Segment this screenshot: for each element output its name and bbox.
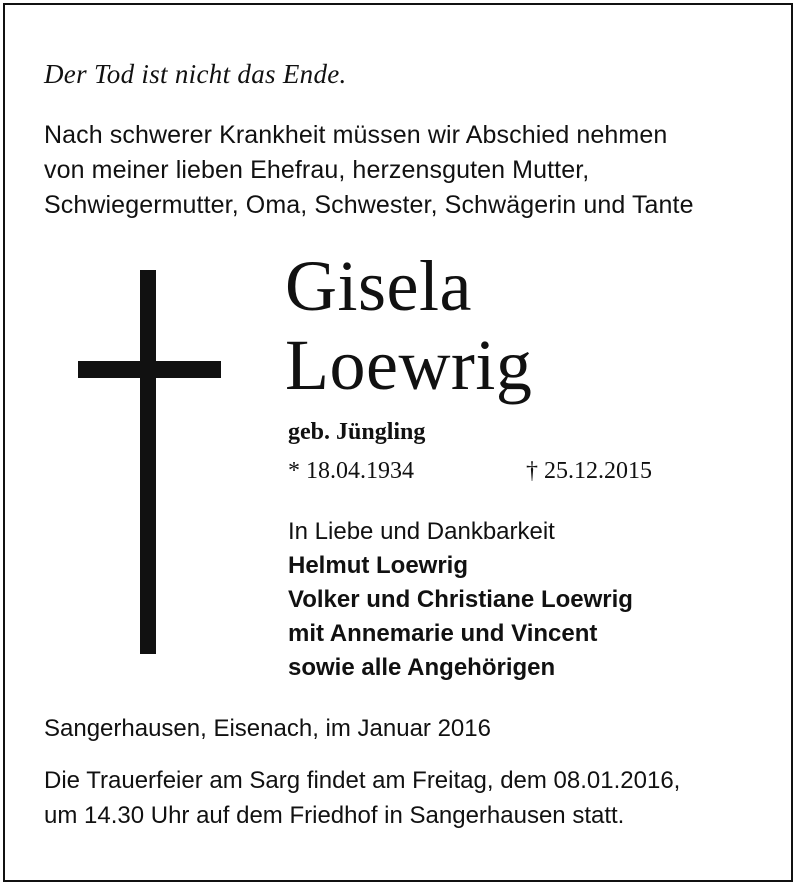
mourners-list [288,549,633,685]
intro-text [44,118,694,223]
intro-line: Nach schwerer Krankheit müssen wir Abschied nehmen [44,121,668,149]
ceremony-info [44,763,680,833]
intro-line: von meiner lieben Ehefrau, herzensguten Mutter, [44,156,590,184]
intro-line: Schwiegermutter, Oma, Schwester, Schwägerin und Tante [44,191,694,219]
mourner-name: mit Annemarie und Vincent [288,620,598,647]
deceased-first-name: Gisela [285,246,472,326]
maiden-name: geb. Jüngling [288,419,426,445]
mourner-name: Volker und Christiane Loewrig [288,586,633,613]
deceased-last-name: Loewrig [285,325,533,405]
mourner-name: Helmut Loewrig [288,552,469,579]
mourner-name: sowie alle Angehörigen [288,654,556,681]
birth-date: * 18.04.1934 [288,458,414,484]
motto: Der Tod ist nicht das Ende. [44,59,347,89]
dedication: In Liebe und Dankbarkeit [288,518,555,545]
ceremony-line: um 14.30 Uhr auf dem Friedhof in Sangerhausen statt. [44,802,625,829]
ceremony-line: Die Trauerfeier am Sarg findet am Freitag, dem 08.01.2016, [44,767,681,794]
death-date: † 25.12.2015 [526,458,652,484]
place-and-date: Sangerhausen, Eisenach, im Januar 2016 [44,715,491,742]
